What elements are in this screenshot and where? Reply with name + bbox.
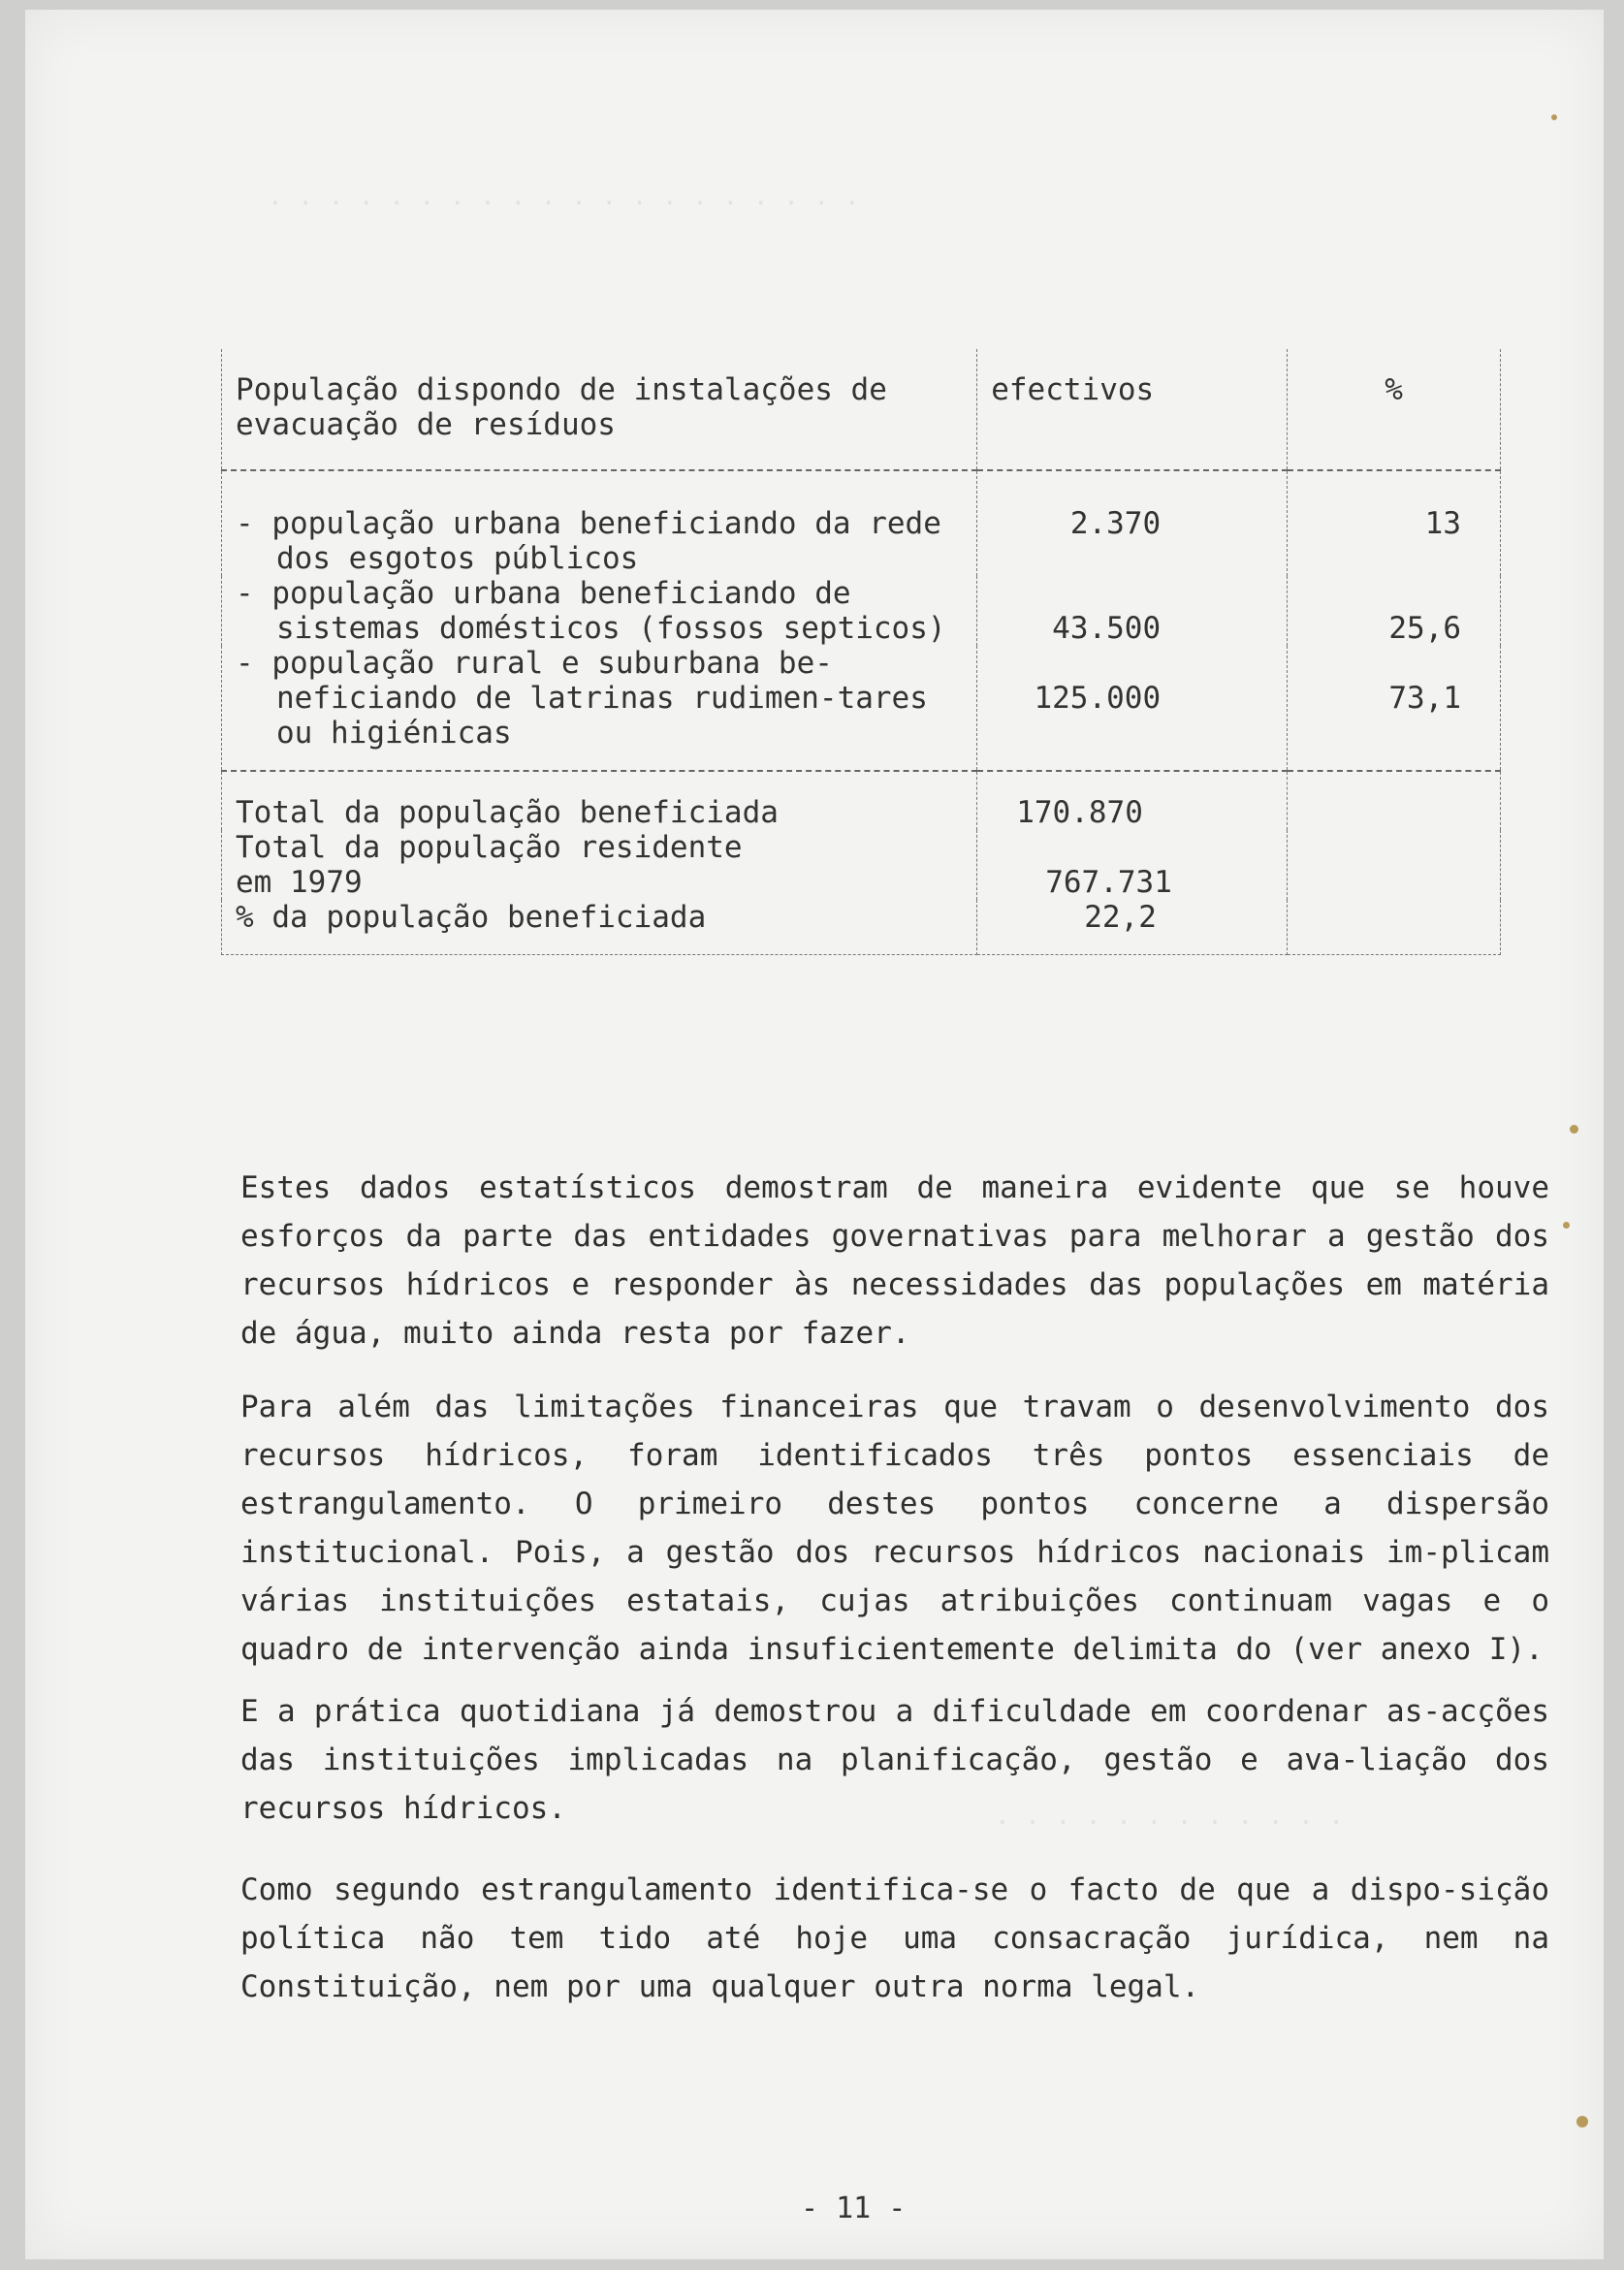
row-efectivos: 43.500 bbox=[977, 576, 1288, 646]
total-row bbox=[222, 771, 1501, 830]
total-efectivos: 22,2 bbox=[977, 900, 1288, 955]
body-text bbox=[240, 1164, 1549, 2036]
row-percent: 73,1 bbox=[1288, 646, 1501, 771]
total-label: Total da população beneficiada bbox=[222, 771, 977, 830]
total-label: % da população beneficiada bbox=[222, 900, 977, 955]
paragraph: E a prática quotidiana já demostrou a dificuldade em coordenar as-acções das instituições implicadas na planificação, gestão e ava-liação dos recursos hídricos. bbox=[240, 1694, 1549, 1826]
paper-stain bbox=[1551, 114, 1557, 120]
total-efectivos: 767.731 bbox=[977, 830, 1288, 900]
bleed-through-text: . . . . . . . . . . . . bbox=[995, 1813, 1345, 1842]
total-efectivos: 170.870 bbox=[977, 771, 1288, 830]
row-efectivos: 125.000 bbox=[977, 646, 1288, 771]
paper-stain bbox=[1576, 2116, 1588, 2127]
table-header-row bbox=[222, 349, 1501, 470]
header-percent: % bbox=[1288, 349, 1501, 470]
paragraph: Para além das limitações financeiras que travam o desenvolvimento dos recursos hídricos, foram identificados três pontos essenciais de estrangulamento. O primeiro destes pontos concerne a dispersão institucional. Pois, a gestão dos recursos hídricos nacionais im-plicam várias instituições estatais, cujas atribuições continuam vagas e o quadro de intervenção ainda insuficientemente delimita do (ver anexo I). bbox=[240, 1390, 1549, 1667]
bleed-through-text: . . . . . . . . . . . . . . . . . . . . bbox=[268, 194, 860, 223]
total-row bbox=[222, 830, 1501, 900]
row-percent: 25,6 bbox=[1288, 576, 1501, 646]
page-number: - 11 - bbox=[801, 2191, 907, 2225]
row-label: - população rural e suburbana be-neficiando de latrinas rudimen-tares ou higiénicas bbox=[236, 646, 928, 751]
document-page bbox=[25, 10, 1604, 2259]
row-label: - população urbana beneficiando da rede dos esgotos públicos bbox=[236, 506, 941, 576]
row-percent: 13 bbox=[1288, 470, 1501, 576]
sanitation-table bbox=[221, 349, 1501, 955]
total-row bbox=[222, 900, 1501, 955]
paragraph: Estes dados estatísticos demostram de maneira evidente que se houve esforços da parte das entidades governativas para melhorar a gestão dos recursos hídricos e responder às necessidades das populações em matéria de água, muito ainda resta por fazer. bbox=[240, 1170, 1549, 1351]
total-label: Total da população residente em 1979 bbox=[222, 830, 977, 900]
paper-stain bbox=[1570, 1125, 1578, 1134]
table-row bbox=[222, 576, 1501, 646]
paragraph: Como segundo estrangulamento identifica-se o facto de que a dispo-sição política não tem tido até hoje uma consacração jurídica, nem na Constituição, nem por uma qualquer outra norma legal. bbox=[240, 1872, 1549, 2004]
row-label: - população urbana beneficiando de sistemas domésticos (fossos septicos) bbox=[236, 576, 946, 646]
header-label: População dispondo de instalações de evacuação de resíduos bbox=[222, 349, 977, 470]
header-efectivos: efectivos bbox=[977, 349, 1288, 470]
row-efectivos: 2.370 bbox=[977, 470, 1288, 576]
table-row bbox=[222, 646, 1501, 771]
paper-stain bbox=[1563, 1222, 1570, 1229]
table-row bbox=[222, 470, 1501, 576]
